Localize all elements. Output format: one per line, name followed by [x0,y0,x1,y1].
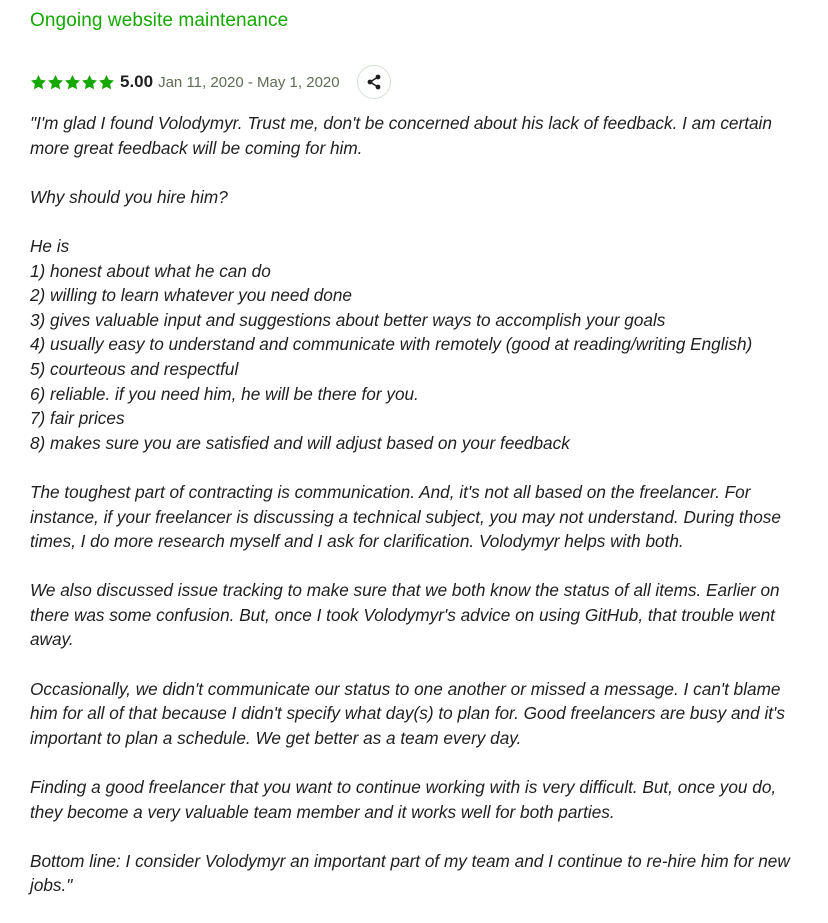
list-item: 4) usually easy to understand and communicate with remotely (good at reading/writing English) [30,334,753,355]
list-item: 3) gives valuable input and suggestions about better ways to accomplish your goals [30,309,666,330]
contract-date-range: Jan 11, 2020 - May 1, 2020 [158,73,340,91]
list-item: 8) makes sure you are satisfied and will adjust based on your feedback [30,432,570,453]
review-paragraph: Bottom line: I consider Volodymyr an important part of my team and I continue to re-hire him for new jobs." [30,850,790,896]
review-text [30,111,810,923]
star-icon [30,74,47,91]
review-paragraph: We also discussed issue tracking to make sure that we both know the status of all items. Earlier on there was some confusion. But, once I took Volodymyr's advice on using GitHub, that trouble went away. [30,580,780,650]
rating-score: 5.00 [120,72,154,91]
star-icon [64,74,81,91]
list-item: 1) honest about what he can do [30,260,271,281]
star-icon [98,74,115,91]
star-icon [81,74,98,91]
review-paragraph: The toughest part of contracting is communication. And, it's not all based on the freelancer. For instance, if your freelancer is discussing a technical subject, you may not understand. During those times, I do more research myself and I ask for clarification. Volodymyr helps with both. [30,481,781,552]
review-list [30,234,810,455]
share-button[interactable] [357,65,391,99]
list-item: 6) reliable. if you need him, he will be there for you. [30,383,419,404]
job-title-link[interactable]: Ongoing website maintenance [30,10,289,31]
list-item: 5) courteous and respectful [30,358,239,379]
review-why-heading: Why should you hire him? [30,186,228,207]
star-icon [47,74,64,91]
star-rating [30,74,115,91]
review-paragraph: Occasionally, we didn't communicate our status to one another or missed a message. I can't blame him for all of that because I didn't specify what day(s) to plan for. Good freelancers are busy and it's important to plan a schedule. We get better as a team every day. [30,678,785,748]
review-list-header: He is [30,235,70,256]
share-icon [366,74,382,90]
review-paragraph: Finding a good freelancer that you want to continue working with is very difficult. But, once you do, they become a very valuable team member and it works well for both parties. [30,777,777,822]
list-item: 2) willing to learn whatever you need done [30,285,352,306]
rating-row [30,64,391,100]
review-intro: "I'm glad I found Volodymyr. Trust me, don't be concerned about his lack of feedback. I am certain more great feedback will be coming for him. [30,113,772,158]
list-item: 7) fair prices [30,408,125,429]
